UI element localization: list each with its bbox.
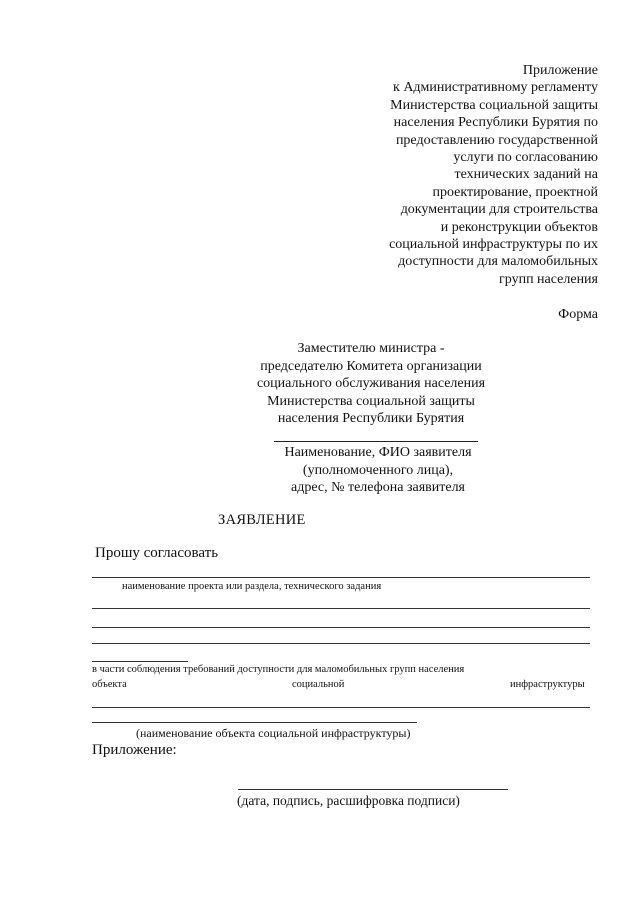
appendix-line: проектирование, проектной — [432, 184, 598, 200]
appendix-line: групп населения — [499, 271, 598, 287]
appendix-line: социальной инфраструктуры по их — [389, 237, 598, 253]
form-label: Форма — [558, 307, 598, 322]
object-input-line[interactable] — [92, 722, 417, 723]
object-word: инфраструктуры — [510, 679, 585, 690]
applicant-caption-line: Наименование, ФИО заявителя — [284, 445, 472, 460]
appendix-line: населения Республики Бурятия по — [393, 115, 598, 131]
project-input-line[interactable] — [92, 577, 590, 578]
appendix-line: к Административному регламенту — [393, 80, 598, 96]
addressee-line: населения Республики Бурятия — [277, 411, 465, 427]
project-input-line[interactable] — [92, 627, 590, 628]
appendix-line: технических заданий на — [454, 167, 598, 183]
addressee-line: Министерства социальной защиты — [267, 393, 475, 409]
signature-caption: (дата, подпись, расшифровка подписи) — [237, 793, 460, 808]
appendix-line: Министерства социальной защиты — [390, 97, 598, 113]
object-input-line[interactable] — [92, 707, 590, 708]
attachment-label: Приложение: — [92, 742, 177, 758]
appendix-line: и реконструкции объектов — [440, 219, 598, 235]
request-text: Прошу согласовать — [95, 545, 219, 561]
signature-input-line[interactable] — [238, 789, 508, 790]
project-input-line[interactable] — [92, 643, 590, 644]
document-title: ЗАЯВЛЕНИЕ — [218, 512, 306, 528]
appendix-line: доступности для маломобильных — [398, 254, 598, 270]
applicant-input-line[interactable] — [274, 441, 478, 442]
addressee-line: председателю Комитета организации — [260, 358, 482, 374]
object-caption: (наименование объекта социальной инфраструктуры) — [136, 726, 411, 740]
project-caption: наименование проекта или раздела, технического задания — [122, 581, 382, 592]
object-word: объекта — [92, 679, 127, 690]
addressee-line: Заместителю министра - — [297, 341, 445, 356]
appendix-line: предоставлению государственной — [395, 132, 598, 148]
project-input-line[interactable] — [92, 608, 590, 609]
accessibility-text: в части соблюдения требований доступности для маломобильных групп населения — [92, 664, 465, 675]
object-word: социальной — [292, 679, 345, 690]
applicant-caption — [258, 444, 498, 497]
applicant-caption-line: (уполномоченного лица), — [302, 462, 454, 478]
appendix-line: документации для строительства — [400, 202, 598, 218]
appendix-line: Приложение — [522, 63, 598, 78]
project-input-line[interactable] — [92, 661, 188, 662]
appendix-header — [338, 62, 598, 288]
addressee-line: социального обслуживания населения — [256, 376, 486, 392]
applicant-caption-line: адрес, № телефона заявителя — [291, 480, 465, 495]
appendix-line: услуги по согласованию — [453, 150, 598, 166]
addressee-block — [226, 340, 516, 428]
